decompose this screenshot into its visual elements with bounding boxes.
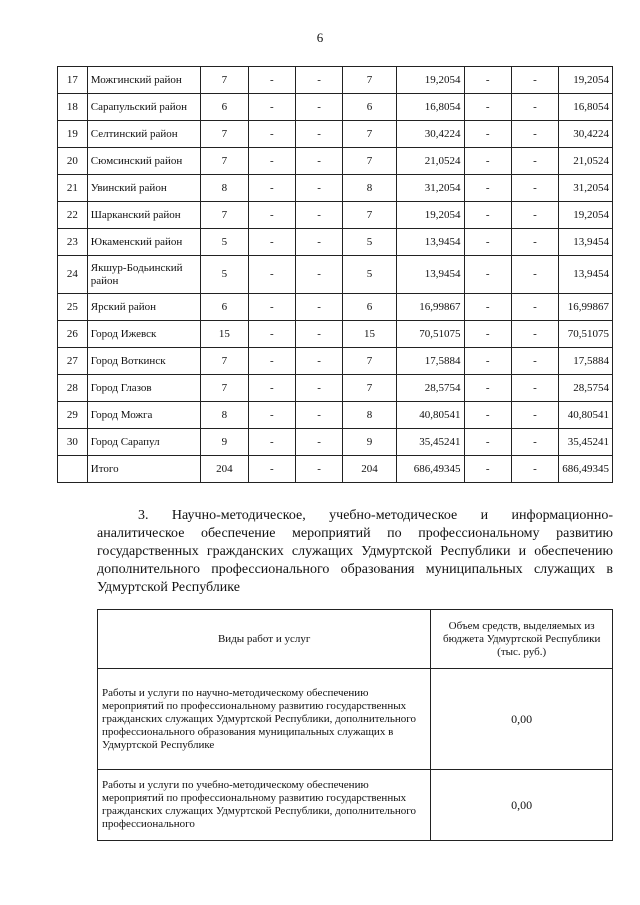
col-8-value: 35,45241 (559, 429, 613, 456)
col-2-value: - (248, 175, 295, 202)
col-3-value: - (295, 429, 342, 456)
col-7-value: - (511, 321, 558, 348)
col-1-value: 8 (201, 175, 249, 202)
row-number: 17 (58, 67, 88, 94)
col-5-value: 686,49345 (396, 456, 464, 483)
col-7-value: - (511, 148, 558, 175)
col-6-value: - (464, 402, 511, 429)
district-name: Сюмсинский район (87, 148, 200, 175)
col-7-value: - (511, 294, 558, 321)
table-row (58, 402, 613, 429)
col-6-value: - (464, 121, 511, 148)
table-row (58, 94, 613, 121)
table-row (58, 121, 613, 148)
col-8-value: 21,0524 (559, 148, 613, 175)
col-7-value: - (511, 429, 558, 456)
col-6-value: - (464, 375, 511, 402)
col-6-value: - (464, 348, 511, 375)
col-3-value: - (295, 348, 342, 375)
row-number (58, 456, 88, 483)
page-number: 6 (316, 30, 324, 45)
col-7-value: - (511, 456, 558, 483)
col-4-value: 7 (343, 348, 396, 375)
row-number: 24 (58, 256, 88, 294)
col-4-value: 8 (343, 175, 396, 202)
col-7-value: - (511, 67, 558, 94)
table-row (58, 375, 613, 402)
col-7-value: - (511, 202, 558, 229)
col-6-value: - (464, 94, 511, 121)
col-8-value: 40,80541 (559, 402, 613, 429)
col-1-value: 7 (201, 375, 249, 402)
col-2-value: - (248, 402, 295, 429)
col-6-value: - (464, 429, 511, 456)
col-4-value: 7 (343, 148, 396, 175)
col-1-value: 9 (201, 429, 249, 456)
col-5-value: 21,0524 (396, 148, 464, 175)
col-8-value: 19,2054 (559, 67, 613, 94)
col-2-value: - (248, 229, 295, 256)
row-number: 18 (58, 94, 88, 121)
col-8-value: 16,8054 (559, 94, 613, 121)
col-2-value: - (248, 67, 295, 94)
table-row (58, 202, 613, 229)
col-1-value: 6 (201, 94, 249, 121)
row-number: 26 (58, 321, 88, 348)
col-3-value: - (295, 256, 342, 294)
col-5-value: 17,5884 (396, 348, 464, 375)
district-name: Можгинский район (87, 67, 200, 94)
col-5-value: 35,45241 (396, 429, 464, 456)
funding-value: 0,00 (431, 669, 613, 770)
col-7-value: - (511, 256, 558, 294)
header-work-types: Виды работ и услуг (98, 610, 431, 669)
table-row (58, 348, 613, 375)
col-2-value: - (248, 429, 295, 456)
col-1-value: 6 (201, 294, 249, 321)
row-number: 20 (58, 148, 88, 175)
header-funding-volume: Объем средств, выделяемых из бюджета Удмуртской Республики (тыс. руб.) (431, 610, 613, 669)
col-5-value: 30,4224 (396, 121, 464, 148)
col-8-value: 17,5884 (559, 348, 613, 375)
col-8-value: 19,2054 (559, 202, 613, 229)
total-row (58, 456, 613, 483)
col-1-value: 7 (201, 67, 249, 94)
table-row (58, 67, 613, 94)
col-5-value: 13,9454 (396, 256, 464, 294)
row-number: 29 (58, 402, 88, 429)
col-3-value: - (295, 229, 342, 256)
col-3-value: - (295, 402, 342, 429)
district-name: Селтинский район (87, 121, 200, 148)
col-5-value: 16,8054 (396, 94, 464, 121)
table-row (58, 429, 613, 456)
work-description: Работы и услуги по учебно-методическому обеспечению мероприятий по профессиональному развитию государственных гражданских служащих Удмуртской Республики, дополнительного профессионального (98, 770, 431, 841)
col-2-value: - (248, 375, 295, 402)
col-8-value: 13,9454 (559, 256, 613, 294)
col-4-value: 204 (343, 456, 396, 483)
col-4-value: 7 (343, 121, 396, 148)
col-2-value: - (248, 456, 295, 483)
col-7-value: - (511, 229, 558, 256)
col-3-value: - (295, 202, 342, 229)
col-4-value: 7 (343, 202, 396, 229)
col-4-value: 7 (343, 67, 396, 94)
district-name: Итого (87, 456, 200, 483)
col-8-value: 30,4224 (559, 121, 613, 148)
col-7-value: - (511, 402, 558, 429)
row-number: 30 (58, 429, 88, 456)
col-4-value: 6 (343, 94, 396, 121)
col-6-value: - (464, 229, 511, 256)
col-3-value: - (295, 148, 342, 175)
table-row (58, 294, 613, 321)
district-name: Сарапульский район (87, 94, 200, 121)
col-6-value: - (464, 321, 511, 348)
col-6-value: - (464, 202, 511, 229)
col-8-value: 31,2054 (559, 175, 613, 202)
col-1-value: 5 (201, 256, 249, 294)
col-5-value: 19,2054 (396, 202, 464, 229)
district-name: Город Ижевск (87, 321, 200, 348)
col-6-value: - (464, 294, 511, 321)
col-2-value: - (248, 202, 295, 229)
district-name: Юкаменский район (87, 229, 200, 256)
col-1-value: 7 (201, 202, 249, 229)
col-7-value: - (511, 121, 558, 148)
district-name: Увинский район (87, 175, 200, 202)
col-2-value: - (248, 294, 295, 321)
row-number: 22 (58, 202, 88, 229)
section-3-heading: 3. Научно-методическое, учебно-методическое и информационно-аналитическое обеспечение мероприятий по профессиональному развитию государственных гражданских служащих Удмуртской Республики и обеспечению дополнительного профессионального образования муниципальных служащих в Удмуртской Республике (97, 508, 613, 595)
col-8-value: 686,49345 (559, 456, 613, 483)
table-row (58, 229, 613, 256)
district-name: Город Можга (87, 402, 200, 429)
col-2-value: - (248, 348, 295, 375)
col-4-value: 9 (343, 429, 396, 456)
row-number: 19 (58, 121, 88, 148)
district-name: Шарканский район (87, 202, 200, 229)
row-number: 27 (58, 348, 88, 375)
col-3-value: - (295, 67, 342, 94)
row-number: 21 (58, 175, 88, 202)
col-7-value: - (511, 375, 558, 402)
row-number: 25 (58, 294, 88, 321)
col-5-value: 28,5754 (396, 375, 464, 402)
col-8-value: 28,5754 (559, 375, 613, 402)
col-1-value: 204 (201, 456, 249, 483)
col-7-value: - (511, 348, 558, 375)
col-4-value: 6 (343, 294, 396, 321)
services-funding-table (97, 609, 613, 841)
district-name: Город Воткинск (87, 348, 200, 375)
col-5-value: 40,80541 (396, 402, 464, 429)
col-4-value: 7 (343, 375, 396, 402)
col-6-value: - (464, 148, 511, 175)
col-3-value: - (295, 294, 342, 321)
district-name: Город Сарапул (87, 429, 200, 456)
table-row (58, 256, 613, 294)
col-1-value: 7 (201, 121, 249, 148)
col-2-value: - (248, 321, 295, 348)
district-name: Город Глазов (87, 375, 200, 402)
col-1-value: 7 (201, 348, 249, 375)
col-4-value: 15 (343, 321, 396, 348)
col-5-value: 19,2054 (396, 67, 464, 94)
col-4-value: 5 (343, 256, 396, 294)
col-8-value: 13,9454 (559, 229, 613, 256)
row-number: 23 (58, 229, 88, 256)
col-1-value: 15 (201, 321, 249, 348)
col-3-value: - (295, 121, 342, 148)
col-3-value: - (295, 456, 342, 483)
col-5-value: 31,2054 (396, 175, 464, 202)
work-description: Работы и услуги по научно-методическому обеспечению мероприятий по профессиональному развитию государственных гражданских служащих Удмуртской Республики, дополнительного профессионального образования муниципальных служащих в Удмуртской Республике (98, 669, 431, 770)
col-5-value: 16,99867 (396, 294, 464, 321)
col-3-value: - (295, 175, 342, 202)
col-8-value: 70,51075 (559, 321, 613, 348)
col-3-value: - (295, 321, 342, 348)
col-1-value: 8 (201, 402, 249, 429)
col-6-value: - (464, 67, 511, 94)
col-1-value: 5 (201, 229, 249, 256)
col-2-value: - (248, 94, 295, 121)
table-row (58, 175, 613, 202)
col-6-value: - (464, 456, 511, 483)
funding-value: 0,00 (431, 770, 613, 841)
table-row (58, 148, 613, 175)
col-3-value: - (295, 375, 342, 402)
table-header-row (98, 610, 613, 669)
col-4-value: 8 (343, 402, 396, 429)
col-6-value: - (464, 175, 511, 202)
col-2-value: - (248, 121, 295, 148)
col-2-value: - (248, 256, 295, 294)
municipal-distribution-table (57, 66, 613, 483)
col-1-value: 7 (201, 148, 249, 175)
col-6-value: - (464, 256, 511, 294)
table-row (58, 321, 613, 348)
district-name: Якшур-Бодьинский район (87, 256, 200, 294)
table-row (98, 770, 613, 841)
col-5-value: 13,9454 (396, 229, 464, 256)
col-8-value: 16,99867 (559, 294, 613, 321)
table-row (98, 669, 613, 770)
row-number: 28 (58, 375, 88, 402)
district-name: Ярский район (87, 294, 200, 321)
col-7-value: - (511, 94, 558, 121)
col-3-value: - (295, 94, 342, 121)
col-5-value: 70,51075 (396, 321, 464, 348)
col-2-value: - (248, 148, 295, 175)
col-4-value: 5 (343, 229, 396, 256)
col-7-value: - (511, 175, 558, 202)
